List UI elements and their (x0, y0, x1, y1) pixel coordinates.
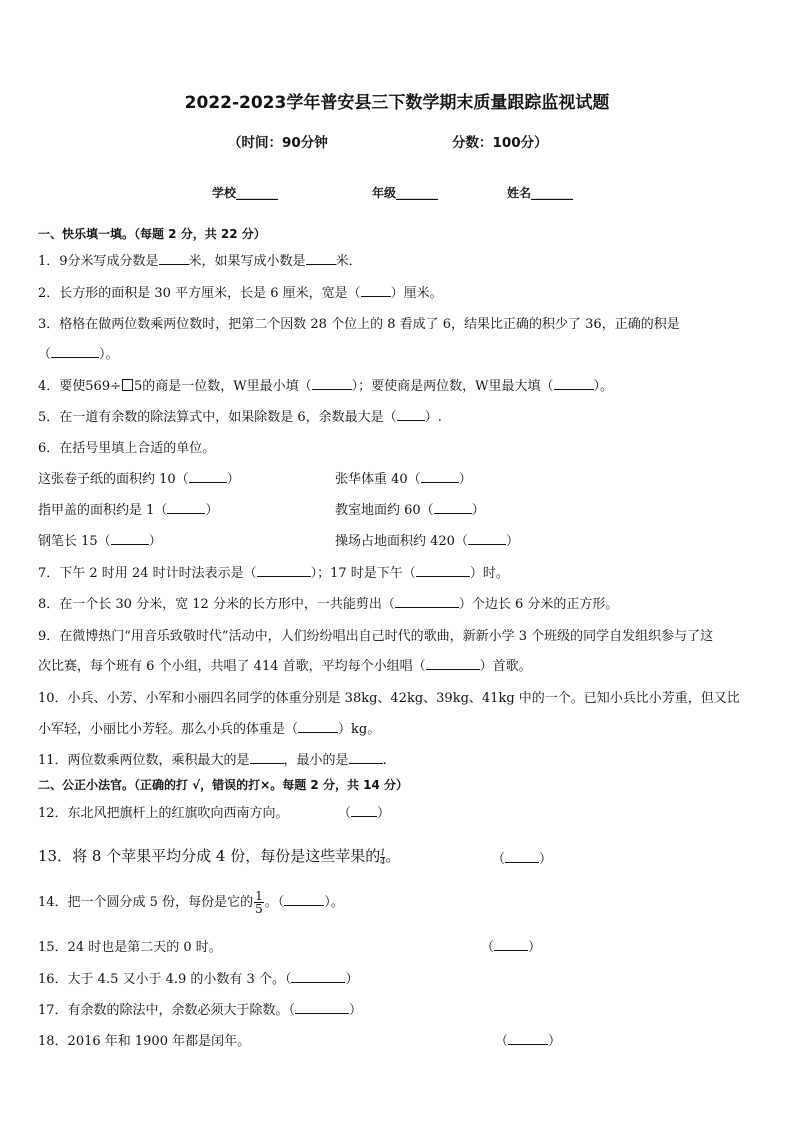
q4-blank-2[interactable] (554, 377, 594, 390)
q7-blank-2[interactable] (416, 564, 470, 577)
q10-text-b: ）kg。 (338, 722, 381, 737)
question-15: 15．24 时也是第二天的 0 时。 (38, 940, 222, 955)
q5-text-a: 5．在一道有余数的除法算式中，如果除数是 6，余数最大是（ (38, 410, 397, 425)
q15-answer[interactable] (481, 936, 541, 955)
question-3-line-1: 3．格格在做两位数乘两位数时，把第二个因数 28 个位上的 8 看成了 6，结果比正确的积少了 36，正确的积是 (38, 317, 680, 332)
q8-blank[interactable] (395, 595, 459, 608)
q4-text-b: 5的商是一位数，W里最小填（ (133, 379, 312, 394)
q7-text-c: ）时。 (469, 566, 509, 581)
q18-answer[interactable] (495, 1030, 561, 1049)
question-11 (38, 749, 387, 768)
q14-text-a: 14．把一个圆分成 5 份，每份是它的 (38, 895, 254, 910)
q13-paren-close: ） (539, 852, 553, 867)
q15-paren-close: ） (528, 940, 542, 955)
q17-blank[interactable] (295, 1001, 349, 1014)
q6-item-close: ） (205, 503, 219, 518)
q18-blank[interactable] (508, 1032, 548, 1045)
q6-item (335, 468, 472, 487)
q5-text-b: ）. (424, 410, 442, 425)
question-12: 12．东北风把旗杆上的红旗吹向西南方向。 (38, 806, 289, 821)
q1-blank-2[interactable] (306, 252, 336, 265)
q15-blank[interactable] (494, 938, 528, 951)
question-1 (38, 250, 362, 269)
q3-paren-open: （ (38, 347, 52, 362)
q14-text-c: ）。 (324, 895, 344, 910)
q17-text-a: 17．有余数的除法中，余数必须大于除数。（ (38, 1003, 296, 1018)
q1-blank-1[interactable] (159, 252, 189, 265)
question-14 (38, 890, 344, 915)
q1-text-b: 米，如果写成小数是 (188, 254, 306, 269)
q11-blank-1[interactable] (250, 751, 284, 764)
time-info: （时间：90分钟 (228, 135, 328, 151)
q6-item-close: ） (226, 472, 240, 487)
section-2-heading: 二、公正小法官。（正确的打 √，错误的打×。每题 2 分，共 14 分） (38, 778, 408, 792)
q11-text-b: ，最小的是 (283, 753, 349, 768)
q6-item-close: ） (471, 503, 485, 518)
q16-text-b: ） (345, 972, 359, 987)
q14-frac-den: 5 (255, 902, 263, 916)
school-field[interactable]: 学校_______ (212, 186, 279, 200)
question-2 (38, 282, 443, 301)
q13-paren-open: （ (492, 852, 506, 867)
q5-blank[interactable] (397, 408, 425, 421)
q12-answer[interactable] (338, 802, 390, 821)
one-fifth-fraction (254, 890, 264, 915)
q6-blank[interactable] (434, 501, 472, 514)
q2-text-b: ）厘米。 (390, 286, 443, 301)
q12-paren-open: （ (338, 806, 352, 821)
q9-text-a: 次比赛，每个班有 6 个小组，共唱了 414 首歌，平均每个小组唱（ (38, 659, 426, 674)
q16-blank[interactable] (291, 970, 345, 983)
question-10-line-2 (38, 718, 380, 737)
q2-text-a: 2．长方形的面积是 30 平方厘米，长是 6 厘米，宽是（ (38, 286, 361, 301)
question-3-line-2 (38, 343, 119, 362)
q7-blank-1[interactable] (257, 564, 311, 577)
exam-title: 2022-2023学年普安县三下数学期末质量跟踪监视试题 (184, 93, 610, 113)
question-17 (38, 999, 362, 1018)
name-field[interactable]: 姓名_______ (507, 186, 574, 200)
q12-blank[interactable] (351, 804, 377, 817)
q7-text-b: ）；17 时是下午（ (310, 566, 416, 581)
q14-frac-num: 1 (255, 889, 263, 903)
q14-blank[interactable] (284, 893, 324, 906)
q12-paren-close: ） (377, 806, 391, 821)
section-1-heading: 一、快乐填一填。（每题 2 分，共 22 分） (38, 227, 266, 241)
q11-text-c: . (382, 753, 387, 768)
q1-text-c: 米． (335, 254, 362, 269)
q6-item-text: 指甲盖的面积约是 1（ (38, 503, 168, 518)
q4-text-a: 4．要使569÷ (38, 379, 121, 394)
question-18: 18．2016 年和 1900 年都是闰年。 (38, 1034, 251, 1049)
q6-blank[interactable] (421, 470, 459, 483)
q13-frac-den: 4 (380, 856, 386, 866)
q2-blank[interactable] (361, 284, 391, 297)
q4-text-c: ）；要使商是两位数，W里最大填（ (351, 379, 554, 394)
q6-item-close: ） (148, 534, 162, 549)
q6-item (38, 499, 218, 518)
q17-text-b: ） (349, 1003, 363, 1018)
q9-blank[interactable] (426, 657, 480, 670)
q18-paren-open: （ (495, 1034, 509, 1049)
question-10-line-1: 10．小兵、小芳、小军和小丽四名同学的体重分别是 38kg、42kg、39kg、41kg 中的一个。已知小兵比小芳重，但又比 (38, 691, 740, 706)
question-7 (38, 562, 509, 581)
q9-text-b: ）首歌。 (479, 659, 532, 674)
q6-item-text: 钢笔长 15（ (38, 534, 111, 549)
question-8 (38, 593, 618, 612)
q6-item (38, 530, 162, 549)
q11-blank-2[interactable] (349, 751, 383, 764)
q11-text-a: 11．两位数乘两位数，乘积最大的是 (38, 753, 250, 768)
q6-item-text: 这张卷子纸的面积约 10（ (38, 472, 189, 487)
question-9-line-2 (38, 655, 532, 674)
q6-blank[interactable] (167, 501, 205, 514)
q10-text-a: 小军轻，小丽比小芳轻。那么小兵的体重是（ (38, 722, 299, 737)
q6-blank[interactable] (189, 470, 227, 483)
q14-text-b: 。（ (264, 895, 285, 910)
question-9-line-1: 9．在微博热门“用音乐致敬时代”活动中，人们纷纷唱出自己时代的歌曲，新新小学 3 个班级的同学自发组织参与了这 (38, 629, 714, 644)
q13-answer[interactable] (492, 848, 552, 867)
q4-blank-1[interactable] (312, 377, 352, 390)
q13-frac-num: 1 (380, 848, 386, 858)
q6-item (335, 499, 485, 518)
q6-item-close: ） (505, 534, 519, 549)
question-5 (38, 406, 442, 425)
q4-text-d: ）。 (593, 379, 614, 394)
q3-blank[interactable] (51, 345, 99, 358)
grade-field[interactable]: 年级_______ (372, 186, 439, 200)
q13-text-a: 13．将 8 个苹果平均分成 4 份，每份是这些苹果的 (38, 847, 381, 865)
q16-text-a: 16．大于 4.5 又小于 4.9 的小数有 3 个。（ (38, 972, 292, 987)
q3-paren-close: ）。 (99, 347, 119, 362)
score-info: 分数：100分） (452, 135, 548, 151)
question-4 (38, 375, 613, 394)
q8-text-b: ）个边长 6 分米的正方形。 (458, 597, 619, 612)
question-13 (38, 845, 400, 866)
q6-blank[interactable] (468, 532, 506, 545)
q7-text-a: 7．下午 2 时用 24 时计时法表示是（ (38, 566, 257, 581)
q6-item-text: 操场占地面积约 420（ (335, 534, 468, 549)
q15-paren-open: （ (481, 940, 495, 955)
q6-item-text: 张华体重 40（ (335, 472, 421, 487)
q6-item (38, 468, 240, 487)
question-16 (38, 968, 358, 987)
q8-text-a: 8．在一个长 30 分米，宽 12 分米的长方形中，一共能剪出（ (38, 597, 395, 612)
q6-item-close: ） (458, 472, 472, 487)
q6-blank[interactable] (111, 532, 149, 545)
q1-text-a: 1．9分米写成分数是 (38, 254, 159, 269)
q6-item (335, 530, 519, 549)
q13-text-b: 。 (385, 847, 401, 865)
q6-item-text: 教室地面约 60（ (335, 503, 434, 518)
q10-blank[interactable] (298, 720, 338, 733)
q13-blank[interactable] (505, 850, 539, 863)
q18-paren-close: ） (548, 1034, 562, 1049)
square-box-icon (122, 379, 133, 391)
question-6-intro: 6．在括号里填上合适的单位。 (38, 441, 216, 456)
